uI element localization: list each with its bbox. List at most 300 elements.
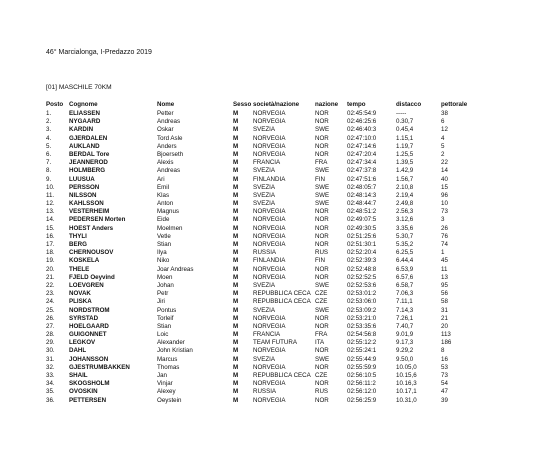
cell-distacco: 10.31,0 bbox=[396, 396, 417, 404]
cell-posto: 7. bbox=[46, 159, 52, 167]
cell-nazione: CZE bbox=[315, 298, 328, 306]
cell-distacco: 7.26,1 bbox=[396, 314, 414, 322]
cell-cognome: VESTERHEIM bbox=[69, 208, 110, 216]
cell-nazione: FRA bbox=[315, 159, 328, 167]
cell-nazione: SWE bbox=[315, 191, 330, 199]
cell-tempo: 02:48:14:3 bbox=[347, 191, 377, 199]
cell-posto: 14. bbox=[46, 216, 55, 224]
cell-pettorale: 76 bbox=[441, 232, 448, 240]
cell-nome: Ari bbox=[157, 175, 165, 183]
cell-cognome: HOEST Anders bbox=[69, 224, 114, 232]
cell-sesso: M bbox=[233, 388, 239, 396]
cell-nome: Jan bbox=[157, 372, 167, 379]
cell-nazione: NOR bbox=[315, 273, 329, 281]
cell-pettorale: 58 bbox=[441, 298, 448, 306]
cell-sesso: M bbox=[233, 257, 239, 265]
table-row bbox=[0, 364, 534, 372]
cell-pettorale: 31 bbox=[441, 306, 448, 314]
cell-distacco: 7.14,3 bbox=[396, 306, 414, 314]
cell-cognome: HOELGAARD bbox=[69, 322, 109, 330]
cell-nome: Alexis bbox=[157, 159, 174, 167]
cell-societa: SVEZIA bbox=[253, 281, 276, 289]
table-row bbox=[0, 339, 534, 347]
cell-sesso: M bbox=[233, 232, 239, 240]
cell-cognome: KAHLSSON bbox=[69, 200, 104, 208]
cell-distacco: ----- bbox=[396, 110, 407, 117]
cell-nome: Niko bbox=[157, 257, 170, 265]
cell-sesso: M bbox=[233, 363, 239, 371]
cell-pettorale: 13 bbox=[441, 273, 448, 281]
cell-distacco: 10.17,1 bbox=[396, 388, 417, 396]
cell-distacco: 1.15,1 bbox=[396, 134, 414, 142]
cell-nazione: NOR bbox=[315, 396, 329, 404]
cell-pettorale: 40 bbox=[441, 175, 448, 183]
cell-posto: 28. bbox=[46, 331, 55, 339]
cell-societa: NORVEGIA bbox=[253, 142, 286, 150]
table-row bbox=[0, 372, 534, 380]
cell-sesso: M bbox=[233, 331, 239, 339]
cell-nome: Moen bbox=[157, 273, 173, 281]
cell-nome: Petter bbox=[157, 110, 174, 117]
cell-tempo: 02:54:56:8 bbox=[347, 331, 377, 339]
cell-nome: Anton bbox=[157, 200, 174, 208]
cell-pettorale: 74 bbox=[441, 241, 448, 248]
cell-nazione: FIN bbox=[315, 257, 325, 265]
cell-distacco: 10.05,0 bbox=[396, 363, 417, 371]
cell-tempo: 02:53:21:0 bbox=[347, 314, 377, 322]
cell-distacco: 0.30,7 bbox=[396, 118, 414, 126]
cell-societa: SVEZIA bbox=[253, 200, 276, 208]
cell-cognome: PETTERSEN bbox=[69, 396, 107, 404]
cell-tempo: 02:53:09:2 bbox=[347, 306, 377, 314]
table-row bbox=[0, 151, 534, 159]
cell-cognome: THYLI bbox=[69, 232, 87, 240]
cell-pettorale: 186 bbox=[441, 339, 452, 347]
cell-nazione: CZE bbox=[315, 290, 328, 298]
cell-tempo: 02:53:01:2 bbox=[347, 290, 377, 298]
cell-distacco: 9.01,9 bbox=[396, 331, 414, 339]
cell-nome: Ilya bbox=[157, 249, 167, 257]
cell-nazione: CZE bbox=[315, 372, 328, 379]
cell-tempo: 02:52:52:5 bbox=[347, 273, 377, 281]
cell-nome: Klas bbox=[157, 191, 170, 199]
cell-pettorale: 26 bbox=[441, 224, 448, 232]
cell-tempo: 02:48:44:7 bbox=[347, 200, 377, 208]
cell-posto: 9. bbox=[46, 175, 52, 183]
cell-nome: John Kristian bbox=[157, 347, 193, 355]
cell-distacco: 2.10,8 bbox=[396, 183, 414, 191]
cell-nome: Vetle bbox=[157, 232, 171, 240]
cell-tempo: 02:55:24:1 bbox=[347, 347, 377, 355]
cell-pettorale: 95 bbox=[441, 281, 448, 289]
cell-nazione: SWE bbox=[315, 281, 330, 289]
cell-distacco: 1.19,7 bbox=[396, 142, 414, 150]
cell-distacco: 1.25,5 bbox=[396, 150, 414, 158]
cell-distacco: 7.11,1 bbox=[396, 298, 413, 306]
header-societa: società/nazione bbox=[253, 101, 300, 108]
cell-posto: 11. bbox=[46, 191, 55, 199]
cell-posto: 25. bbox=[46, 306, 55, 314]
table-header bbox=[0, 100, 534, 109]
cell-sesso: M bbox=[233, 224, 239, 232]
cell-societa: SVEZIA bbox=[253, 355, 276, 363]
cell-nome: Loic bbox=[157, 331, 169, 339]
cell-cognome: NILSSON bbox=[69, 191, 97, 199]
cell-pettorale: 21 bbox=[441, 314, 448, 322]
cell-societa: NORVEGIA bbox=[253, 208, 286, 216]
cell-distacco: 9.29,2 bbox=[396, 347, 414, 355]
cell-pettorale: 14 bbox=[441, 167, 448, 175]
cell-posto: 21. bbox=[46, 273, 55, 281]
cell-sesso: M bbox=[233, 298, 239, 306]
cell-nazione: NOR bbox=[315, 118, 329, 126]
table-row bbox=[0, 233, 534, 241]
cell-societa: SVEZIA bbox=[253, 306, 276, 314]
cell-cognome: GJERDALEN bbox=[69, 134, 108, 142]
cell-tempo: 02:49:30:5 bbox=[347, 224, 377, 232]
cell-nazione: FIN bbox=[315, 175, 325, 183]
cell-cognome: LEGKOV bbox=[69, 339, 96, 347]
cell-societa: FINLANDIA bbox=[253, 257, 286, 265]
cell-societa: NORVEGIA bbox=[253, 134, 286, 142]
cell-distacco: 1.39,5 bbox=[396, 159, 414, 167]
cell-pettorale: 4 bbox=[441, 134, 445, 142]
cell-tempo: 02:55:12:2 bbox=[347, 339, 377, 347]
cell-posto: 32. bbox=[46, 363, 55, 371]
cell-nome: Alexey bbox=[157, 388, 176, 396]
cell-tempo: 02:47:14:6 bbox=[347, 142, 377, 150]
cell-tempo: 02:56:12:0 bbox=[347, 388, 377, 396]
cell-pettorale: 73 bbox=[441, 208, 448, 216]
cell-sesso: M bbox=[233, 200, 239, 208]
cell-societa: RUSSIA bbox=[253, 388, 277, 396]
cell-cognome: NOVAK bbox=[69, 290, 91, 298]
cell-distacco: 6.25,5 bbox=[396, 249, 414, 257]
cell-nazione: NOR bbox=[315, 224, 329, 232]
cell-nome: Torleif bbox=[157, 314, 174, 322]
cell-sesso: M bbox=[233, 265, 239, 273]
cell-societa: REPUBBLICA CECA bbox=[253, 298, 311, 306]
cell-cognome: OVOSKIN bbox=[69, 388, 98, 396]
cell-societa: SVEZIA bbox=[253, 183, 276, 191]
cell-pettorale: 12 bbox=[441, 126, 448, 134]
cell-nazione: NOR bbox=[315, 265, 329, 273]
cell-tempo: 02:51:30:1 bbox=[347, 241, 377, 248]
cell-distacco: 2.56,3 bbox=[396, 208, 414, 216]
cell-sesso: M bbox=[233, 159, 239, 167]
cell-cognome: LOEVGREN bbox=[69, 281, 104, 289]
cell-sesso: M bbox=[233, 110, 239, 117]
cell-posto: 31. bbox=[46, 355, 55, 363]
cell-nome: Magnus bbox=[157, 208, 180, 216]
table-row bbox=[0, 167, 534, 175]
cell-distacco: 0.45,4 bbox=[396, 126, 414, 134]
table-row bbox=[0, 290, 534, 298]
cell-tempo: 02:46:25:6 bbox=[347, 118, 377, 126]
cell-posto: 36. bbox=[46, 396, 55, 404]
cell-posto: 19. bbox=[46, 257, 55, 265]
cell-sesso: M bbox=[233, 118, 239, 126]
cell-nazione: SWE bbox=[315, 167, 330, 175]
cell-distacco: 7.40,7 bbox=[396, 322, 414, 330]
table-row bbox=[0, 315, 534, 323]
cell-nome: Stian bbox=[157, 241, 172, 248]
table-row bbox=[0, 200, 534, 208]
cell-societa: REPUBBLICA CECA bbox=[253, 372, 311, 379]
cell-nome: Marcus bbox=[157, 355, 178, 363]
cell-tempo: 02:47:10:0 bbox=[347, 134, 377, 142]
table-row bbox=[0, 323, 534, 331]
cell-posto: 26. bbox=[46, 314, 55, 322]
cell-societa: NORVEGIA bbox=[253, 118, 286, 126]
cell-sesso: M bbox=[233, 183, 239, 191]
header-sesso: Sesso bbox=[233, 101, 252, 108]
cell-sesso: M bbox=[233, 175, 239, 183]
cell-sesso: M bbox=[233, 380, 239, 388]
cell-nome: Pontus bbox=[157, 306, 177, 314]
cell-sesso: M bbox=[233, 273, 239, 281]
cell-posto: 24. bbox=[46, 298, 55, 306]
cell-nome: Stian bbox=[157, 322, 172, 330]
cell-societa: NORVEGIA bbox=[253, 380, 286, 388]
cell-cognome: GJESTRUMBAKKEN bbox=[69, 363, 130, 371]
cell-nome: Thomas bbox=[157, 363, 180, 371]
results-table bbox=[0, 110, 534, 405]
document-title: 46° Marcialonga, I-Predazzo 2019 bbox=[46, 49, 152, 56]
cell-nome: Joar Andreas bbox=[157, 265, 194, 273]
cell-nazione: NOR bbox=[315, 232, 329, 240]
cell-nazione: FRA bbox=[315, 331, 328, 339]
cell-nome: Petr bbox=[157, 290, 169, 298]
cell-tempo: 02:52:48:8 bbox=[347, 265, 377, 273]
cell-nazione: NOR bbox=[315, 150, 329, 158]
cell-nazione: NOR bbox=[315, 363, 329, 371]
table-row bbox=[0, 298, 534, 306]
cell-sesso: M bbox=[233, 322, 239, 330]
cell-distacco: 1.42,9 bbox=[396, 167, 414, 175]
cell-nazione: NOR bbox=[315, 110, 329, 117]
cell-tempo: 02:48:05:7 bbox=[347, 183, 377, 191]
cell-cognome: NYGAARD bbox=[69, 118, 101, 126]
cell-tempo: 02:47:37:8 bbox=[347, 167, 377, 175]
cell-nome: Oskar bbox=[157, 126, 174, 134]
cell-distacco: 5.35,2 bbox=[396, 241, 414, 248]
table-row bbox=[0, 176, 534, 184]
cell-tempo: 02:47:20:4 bbox=[347, 150, 377, 158]
cell-cognome: SHAIL bbox=[69, 372, 88, 379]
table-row bbox=[0, 307, 534, 315]
cell-nazione: SWE bbox=[315, 183, 330, 191]
cell-posto: 1. bbox=[46, 110, 52, 117]
table-row bbox=[0, 380, 534, 388]
cell-pettorale: 56 bbox=[441, 290, 448, 298]
table-row bbox=[0, 208, 534, 216]
cell-distacco: 3.35,6 bbox=[396, 224, 414, 232]
cell-societa: FRANCIA bbox=[253, 159, 281, 167]
cell-societa: SVEZIA bbox=[253, 126, 276, 134]
cell-pettorale: 53 bbox=[441, 363, 448, 371]
header-distacco: distacco bbox=[396, 101, 422, 108]
cell-tempo: 02:52:39:3 bbox=[347, 257, 377, 265]
cell-nome: Vinjar bbox=[157, 380, 173, 388]
cell-sesso: M bbox=[233, 281, 239, 289]
cell-tempo: 02:56:10:5 bbox=[347, 372, 377, 379]
table-row bbox=[0, 110, 534, 118]
cell-nome: Oeystein bbox=[157, 396, 182, 404]
cell-pettorale: 8 bbox=[441, 347, 445, 355]
cell-societa: NORVEGIA bbox=[253, 265, 286, 273]
cell-pettorale: 11 bbox=[441, 265, 448, 273]
cell-distacco: 6.57,6 bbox=[396, 273, 414, 281]
cell-distacco: 2.19,4 bbox=[396, 191, 414, 199]
cell-cognome: ELIASSEN bbox=[69, 110, 100, 117]
cell-societa: NORVEGIA bbox=[253, 322, 286, 330]
table-row bbox=[0, 282, 534, 290]
category-heading: [01] MASCHILE 70KM bbox=[46, 84, 112, 91]
cell-posto: 3. bbox=[46, 126, 52, 134]
cell-nazione: NOR bbox=[315, 208, 329, 216]
cell-pettorale: 73 bbox=[441, 372, 448, 379]
table-row bbox=[0, 143, 534, 151]
cell-nazione: NOR bbox=[315, 134, 329, 142]
cell-tempo: 02:52:20:4 bbox=[347, 249, 377, 257]
cell-distacco: 6.53,9 bbox=[396, 265, 414, 273]
cell-pettorale: 54 bbox=[441, 380, 448, 388]
cell-cognome: HOLMBERG bbox=[69, 167, 106, 175]
cell-nazione: SWE bbox=[315, 355, 330, 363]
table-row bbox=[0, 216, 534, 224]
cell-sesso: M bbox=[233, 167, 239, 175]
table-row bbox=[0, 274, 534, 282]
cell-cognome: CHERNOUSOV bbox=[69, 249, 114, 257]
cell-posto: 6. bbox=[46, 150, 52, 158]
cell-tempo: 02:49:07:5 bbox=[347, 216, 377, 224]
cell-nome: Anders bbox=[157, 142, 177, 150]
cell-pettorale: 3 bbox=[441, 216, 445, 224]
cell-societa: NORVEGIA bbox=[253, 363, 286, 371]
cell-nazione: ITA bbox=[315, 339, 325, 347]
cell-societa: FINLANDIA bbox=[253, 175, 286, 183]
cell-pettorale: 38 bbox=[441, 110, 448, 117]
cell-cognome: KOSKELA bbox=[69, 257, 100, 265]
cell-sesso: M bbox=[233, 216, 239, 224]
cell-nazione: NOR bbox=[315, 241, 329, 248]
cell-pettorale: 113 bbox=[441, 331, 451, 339]
cell-posto: 35. bbox=[46, 388, 55, 396]
cell-nazione: RUS bbox=[315, 249, 329, 257]
table-row bbox=[0, 249, 534, 257]
cell-nome: Andreas bbox=[157, 118, 181, 126]
cell-tempo: 02:55:44:9 bbox=[347, 355, 377, 363]
cell-distacco: 7.06,3 bbox=[396, 290, 414, 298]
cell-cognome: FJELD Oeyvind bbox=[69, 273, 115, 281]
cell-tempo: 02:46:40:3 bbox=[347, 126, 377, 134]
cell-pettorale: 15 bbox=[441, 183, 448, 191]
cell-tempo: 02:47:34:4 bbox=[347, 159, 377, 167]
cell-sesso: M bbox=[233, 290, 239, 298]
cell-tempo: 02:56:25:9 bbox=[347, 396, 377, 404]
cell-nome: Eide bbox=[157, 216, 170, 224]
cell-nazione: SWE bbox=[315, 200, 330, 208]
cell-societa: NORVEGIA bbox=[253, 150, 286, 158]
cell-nazione: RUS bbox=[315, 388, 329, 396]
table-row bbox=[0, 159, 534, 167]
cell-distacco: 6.58,7 bbox=[396, 281, 414, 289]
cell-posto: 27. bbox=[46, 322, 55, 330]
cell-societa: REPUBBLICA CECA bbox=[253, 290, 311, 298]
cell-distacco: 3.12,6 bbox=[396, 216, 414, 224]
cell-sesso: M bbox=[233, 126, 239, 134]
cell-posto: 10. bbox=[46, 183, 55, 191]
cell-posto: 13. bbox=[46, 208, 55, 216]
cell-societa: SVEZIA bbox=[253, 191, 276, 199]
cell-societa: NORVEGIA bbox=[253, 232, 286, 240]
cell-sesso: M bbox=[233, 134, 239, 142]
cell-posto: 22. bbox=[46, 281, 55, 289]
cell-pettorale: 20 bbox=[441, 322, 448, 330]
cell-distacco: 10.16,3 bbox=[396, 380, 417, 388]
cell-cognome: PERSSON bbox=[69, 183, 100, 191]
cell-pettorale: 5 bbox=[441, 142, 445, 150]
cell-cognome: BERDAL Tore bbox=[69, 150, 110, 158]
cell-cognome: PEDERSEN Morten bbox=[69, 216, 126, 224]
table-row bbox=[0, 241, 534, 249]
cell-sesso: M bbox=[233, 347, 239, 355]
header-nome: Nome bbox=[157, 101, 175, 108]
cell-tempo: 02:51:25:6 bbox=[347, 232, 377, 240]
cell-pettorale: 16 bbox=[441, 355, 448, 363]
table-row bbox=[0, 184, 534, 192]
table-row bbox=[0, 331, 534, 339]
cell-pettorale: 2 bbox=[441, 150, 445, 158]
cell-nome: Emil bbox=[157, 183, 170, 191]
cell-cognome: LUUSUA bbox=[69, 175, 95, 183]
cell-tempo: 02:53:35:6 bbox=[347, 322, 377, 330]
cell-posto: 33. bbox=[46, 372, 55, 379]
cell-sesso: M bbox=[233, 150, 239, 158]
cell-nazione: NOR bbox=[315, 380, 329, 388]
table-row bbox=[0, 266, 534, 274]
cell-nazione: NOR bbox=[315, 347, 329, 355]
header-cognome: Cognome bbox=[69, 101, 98, 108]
cell-pettorale: 22 bbox=[441, 159, 448, 167]
cell-distacco: 10.15,6 bbox=[396, 372, 417, 379]
cell-sesso: M bbox=[233, 314, 239, 322]
cell-nazione: NOR bbox=[315, 216, 329, 224]
cell-societa: TEAM FUTURA bbox=[253, 339, 297, 347]
cell-cognome: NORDSTROM bbox=[69, 306, 110, 314]
cell-nome: Andreas bbox=[157, 167, 181, 175]
cell-cognome: GUIGONNET bbox=[69, 331, 107, 339]
cell-posto: 12. bbox=[46, 200, 55, 208]
table-row bbox=[0, 225, 534, 233]
cell-posto: 18. bbox=[46, 249, 55, 257]
table-row bbox=[0, 135, 534, 143]
cell-societa: NORVEGIA bbox=[253, 347, 286, 355]
cell-societa: NORVEGIA bbox=[253, 216, 286, 224]
cell-pettorale: 45 bbox=[441, 257, 448, 265]
table-row bbox=[0, 126, 534, 134]
header-tempo: tempo bbox=[347, 101, 366, 108]
cell-cognome: BERG bbox=[69, 241, 87, 248]
cell-posto: 4. bbox=[46, 134, 52, 142]
table-row bbox=[0, 192, 534, 200]
cell-posto: 16. bbox=[46, 232, 55, 240]
cell-societa: NORVEGIA bbox=[253, 314, 286, 322]
cell-sesso: M bbox=[233, 191, 239, 199]
cell-pettorale: 6 bbox=[441, 118, 445, 126]
cell-sesso: M bbox=[233, 306, 239, 314]
